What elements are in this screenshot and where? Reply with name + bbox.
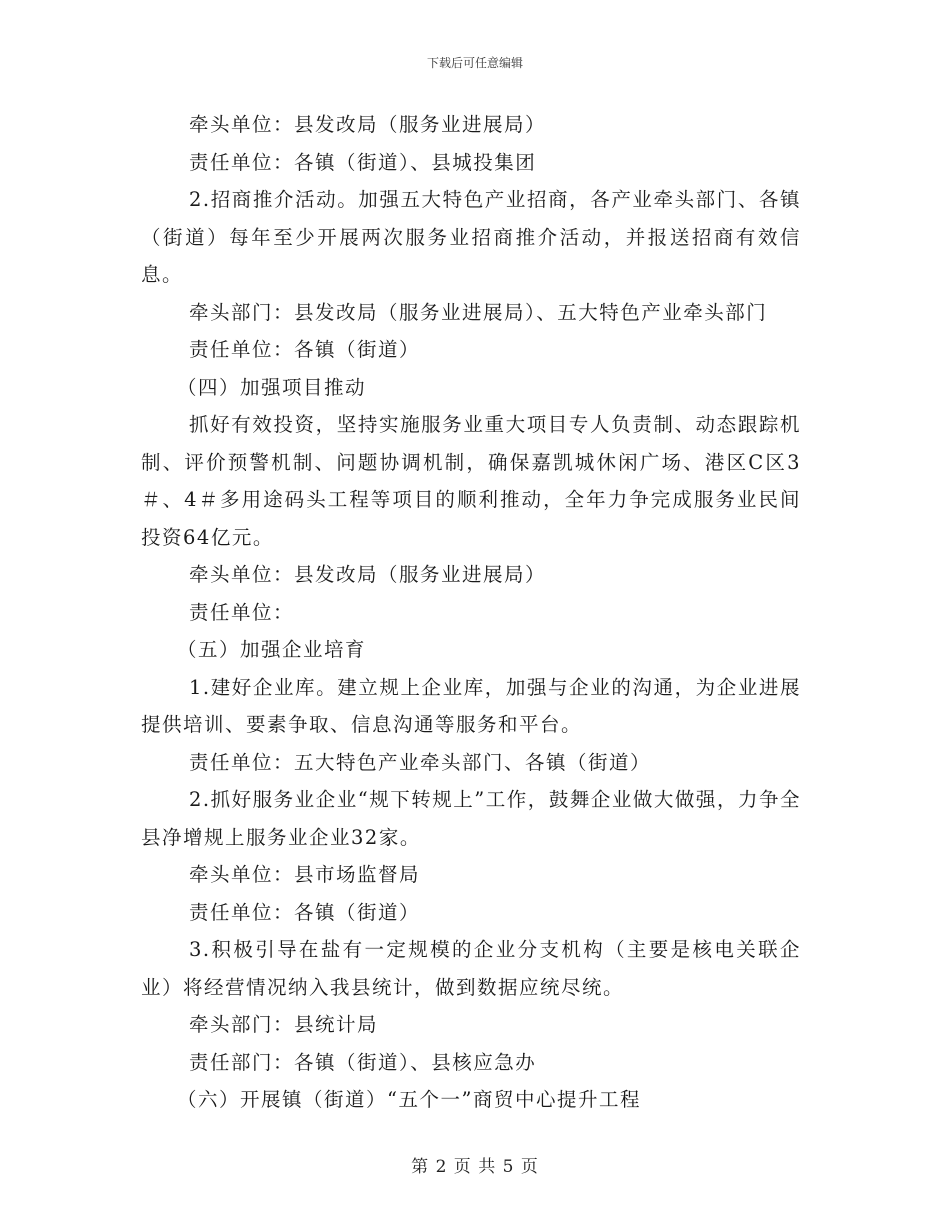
paragraph: 责任单位：各镇（街道） [189, 338, 421, 361]
paragraph: 牵头单位：县发改局（服务业进展局） [189, 563, 547, 586]
paragraph: 牵头部门：县统计局 [189, 1013, 379, 1036]
paragraph: 责任部门：各镇（街道）、县核应急办 [189, 1050, 537, 1074]
page-footer: 第 2 页 共 5 页 [411, 1157, 539, 1177]
paragraph: 责任单位：各镇（街道） [189, 900, 421, 924]
paragraph: 2.招商推介活动。加强五大特色产业招商，各产业牵头部门、各镇（街道）每年至少开展两次服务业招商推介活动，并报送招商有效信息。 [141, 188, 801, 286]
paragraph: 责任单位：各镇（街道）、县城投集团 [189, 150, 537, 174]
section-heading: （六）开展镇（街道）“五个一”商贸中心提升工程 [177, 1088, 641, 1111]
paragraph: 牵头部门：县发改局（服务业进展局）、五大特色产业牵头部门 [189, 300, 768, 324]
paragraph: 责任单位：五大特色产业牵头部门、各镇（街道） [189, 750, 652, 774]
paragraph: 牵头单位：县发改局（服务业进展局） [189, 113, 547, 136]
paragraph: 3.积极引导在盐有一定规模的企业分支机构（主要是核电关联企业）将经营情况纳入我县统计，做到数据应统尽统。 [141, 938, 801, 999]
paragraph: 牵头单位：县市场监督局 [189, 863, 421, 886]
section-heading: （五）加强企业培育 [177, 638, 367, 661]
section-heading: （四）加强项目推动 [177, 375, 367, 399]
paragraph: 2.抓好服务业企业“规下转规上”工作，鼓舞企业做大做强，力争全县净增规上服务业企业32家。 [141, 788, 801, 849]
paragraph: 抓好有效投资，坚持实施服务业重大项目专人负责制、动态跟踪机制、评价预警机制、问题协调机制，确保嘉凯城休闲广场、港区C区3＃、4＃多用途码头工程等项目的顺利推动，全年力争完成服务业民间投资64亿元。 [141, 413, 801, 549]
page-header: 下载后可任意编辑 [426, 56, 523, 70]
paragraph: 责任单位： [189, 600, 295, 624]
paragraph: 1.建好企业库。建立规上企业库，加强与企业的沟通，为企业进展提供培训、要素争取、信息沟通等服务和平台。 [141, 675, 801, 736]
document-body [141, 106, 801, 1119]
